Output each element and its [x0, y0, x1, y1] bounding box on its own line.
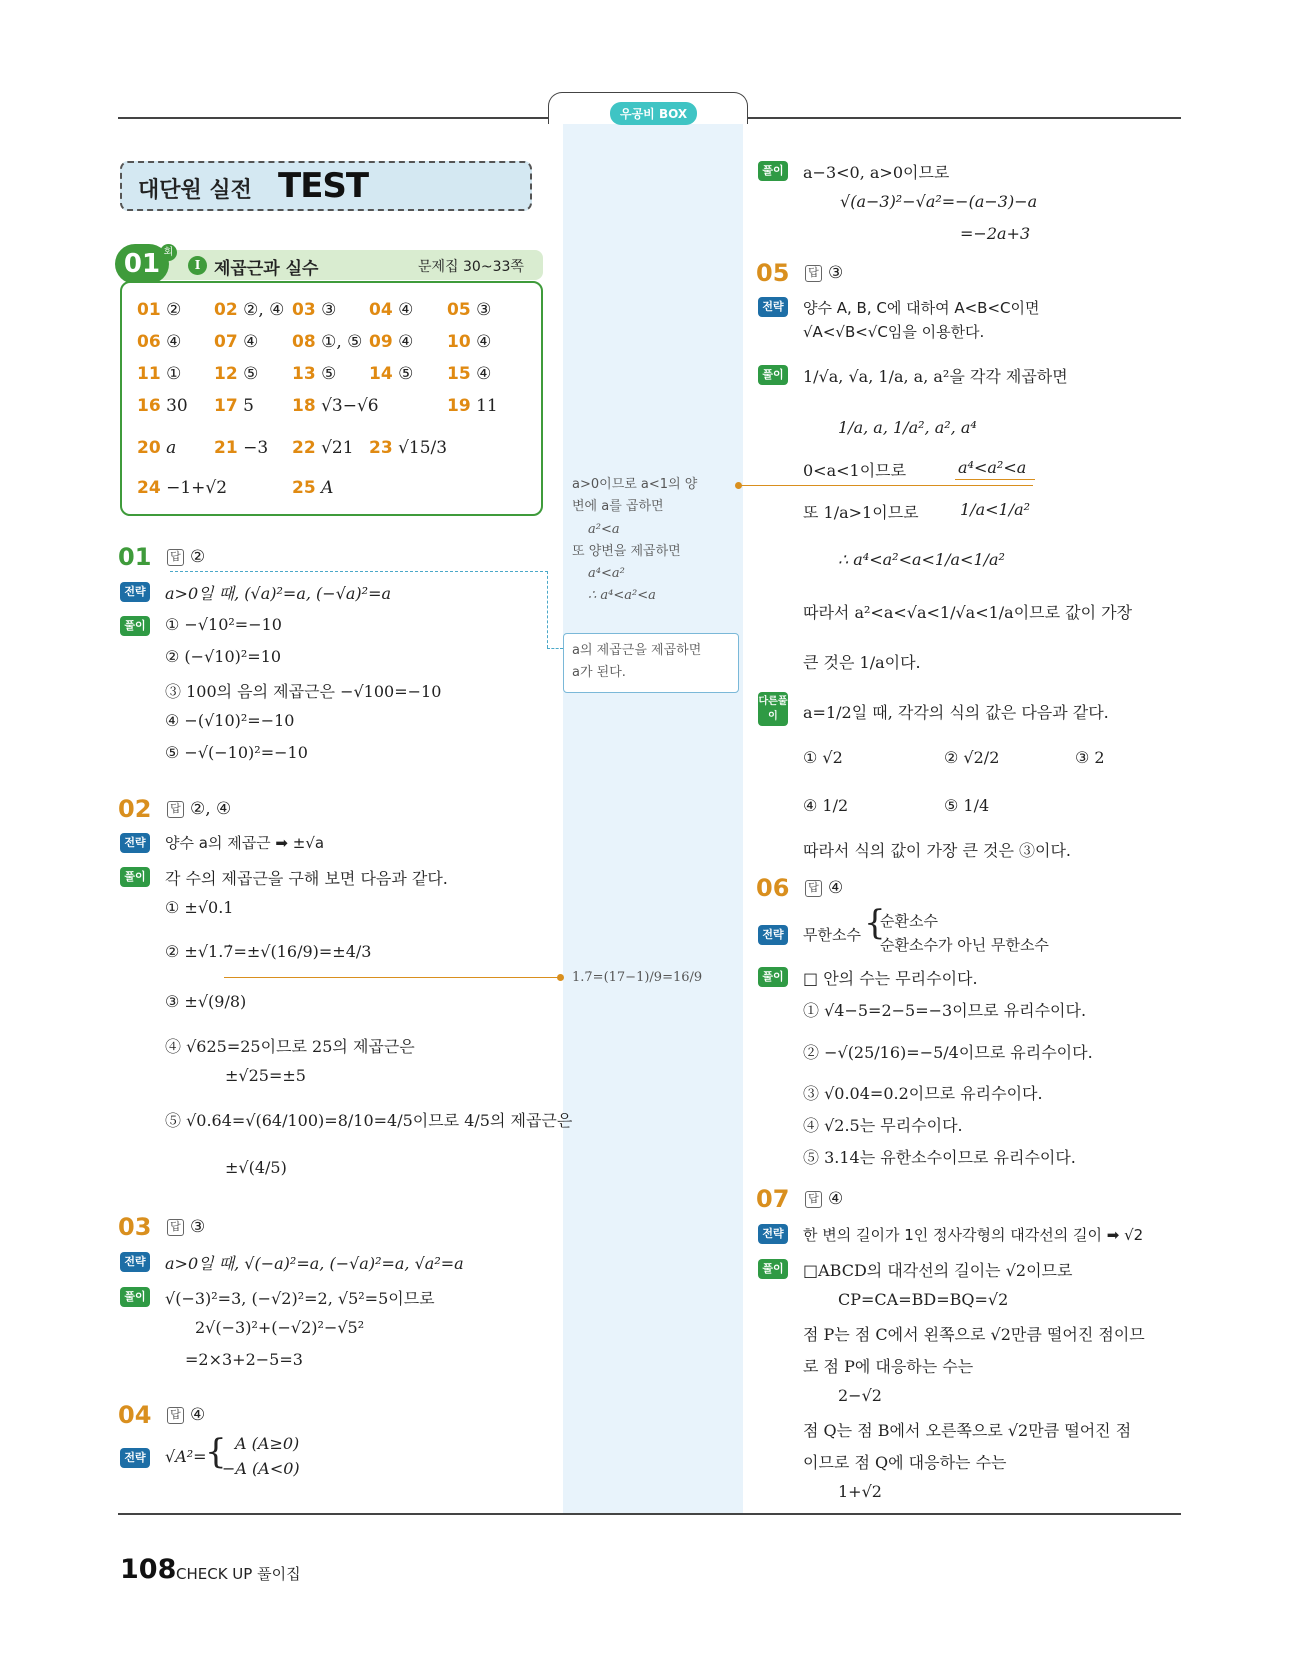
bottom-rule [118, 1513, 1181, 1515]
section-ref: 문제집 30~33쪽 [418, 259, 524, 275]
solution-05-line: a⁴<a²<a [958, 458, 1027, 477]
strategy-06-case: 순환소수 [880, 912, 938, 930]
answer-item: 24 −1+√2 [137, 478, 228, 498]
strategy-07: 한 변의 길이가 1인 정사각형의 대각선의 길이 ➡ √2 [803, 1226, 1144, 1244]
alt-solution-05-line: 따라서 식의 값이 가장 큰 것은 ③이다. [803, 841, 1071, 860]
answer-item: 04 ④ [369, 300, 414, 320]
strategy-badge: 전략 [120, 833, 150, 853]
footer-title: CHECK UP 풀이집 [176, 1565, 301, 1583]
strategy-02: 양수 a의 제곱근 ➡ ±√a [165, 834, 325, 852]
answer-item: 02 ②, ④ [214, 300, 285, 320]
box-note-line: 또 양변을 제곱하면 [572, 544, 681, 559]
box-note-line: 1.7̇=(17−1)/9=16/9 [572, 970, 703, 985]
solution-badge: 풀이 [758, 365, 788, 385]
answer-item: 22 √21 [292, 438, 354, 458]
solution-05-line: 1/a<1/a² [960, 500, 1031, 519]
strategy-badge: 전략 [120, 1252, 150, 1272]
alt-solution-05-line: a=1/2일 때, 각각의 식의 값은 다음과 같다. [803, 703, 1109, 722]
solution-badge: 풀이 [758, 1259, 788, 1279]
answer-item: 14 ⑤ [369, 364, 414, 384]
question-number-07: 07 [756, 1185, 790, 1213]
answer-item: 06 ④ [137, 332, 182, 352]
solution-05-line: 큰 것은 1/a이다. [803, 653, 921, 672]
solution-02-line: ① ±√0.1 [165, 898, 234, 917]
case-brace: { [864, 903, 886, 943]
solution-04-line: a−3<0, a>0이므로 [803, 163, 950, 182]
solution-07-line: 1+√2 [838, 1482, 882, 1501]
connector-dot [735, 482, 742, 489]
alt-solution-05-line: ⑤ 1/4 [944, 796, 990, 815]
solution-01-line: ④ −(√10)²=−10 [165, 711, 295, 730]
question-number-04: 04 [118, 1401, 152, 1429]
strategy-badge: 전략 [120, 582, 150, 602]
answer-07: 답 ④ [805, 1189, 843, 1209]
title-korean: 대단원 실전 [138, 178, 252, 203]
solution-badge: 풀이 [120, 1287, 150, 1307]
strategy-badge: 전략 [758, 297, 788, 317]
solution-07-line: 이므로 점 Q에 대응하는 수는 [803, 1453, 1007, 1472]
chapter-test-title [120, 161, 532, 211]
underline [955, 479, 1035, 480]
answer-icon: 답 [805, 265, 822, 282]
connector-dot [557, 974, 564, 981]
solution-02-line: ±√25=±5 [225, 1066, 306, 1085]
solution-01-line: ① −√10²=−10 [165, 615, 282, 634]
box-column [563, 118, 743, 1513]
connector-line [224, 977, 561, 978]
answer-item: 25 A [292, 478, 334, 498]
unit-roman-icon: I [188, 256, 207, 275]
strategy-badge: 전략 [758, 1224, 788, 1244]
strategy-06-term: 무한소수 [803, 926, 861, 944]
strategy-04: √A²= [165, 1447, 207, 1466]
answer-item: 23 √15/3 [369, 438, 448, 458]
solution-07-line: CP=CA=BD=BQ=√2 [838, 1290, 1009, 1309]
solution-03-line: 2√(−3)²+(−√2)²−√5² [195, 1318, 365, 1337]
answer-03: 답 ③ [167, 1217, 205, 1237]
strategy-04-case: −A (A<0) [222, 1459, 300, 1478]
round-number: 01 [115, 244, 169, 284]
answer-item: 19 11 [447, 396, 498, 416]
solution-badge: 풀이 [120, 867, 150, 887]
solution-06-line: □ 안의 수는 무리수이다. [803, 969, 978, 988]
box-note-line: a⁴<a² [588, 566, 625, 581]
solution-06-line: ③ √0.04=0.2이므로 유리수이다. [803, 1084, 1043, 1103]
solution-01-line: ⑤ −√(−10)²=−10 [165, 743, 308, 762]
answer-item: 13 ⑤ [292, 364, 337, 384]
strategy-badge: 전략 [120, 1448, 150, 1468]
answer-item: 21 −3 [214, 438, 269, 458]
solution-07-line: □ABCD의 대각선의 길이는 √2이므로 [803, 1261, 1073, 1280]
solution-06-line: ④ √2.5는 무리수이다. [803, 1116, 963, 1135]
answer-icon: 답 [167, 1407, 184, 1424]
connector-dashed [170, 571, 548, 572]
answer-item: 07 ④ [214, 332, 259, 352]
solution-05-line: 또 1/a>1이므로 [803, 503, 919, 522]
question-number-01: 01 [118, 543, 152, 571]
answer-box [120, 281, 543, 516]
box-note-line: ∴ a⁴<a²<a [588, 588, 656, 603]
answer-item: 09 ④ [369, 332, 414, 352]
answer-icon: 답 [805, 880, 822, 897]
connector-line [738, 485, 1033, 486]
solution-05-line: ∴ a⁴<a²<a<1/a<1/a² [838, 550, 1005, 569]
solution-07-line: 로 점 P에 대응하는 수는 [803, 1357, 974, 1376]
answer-icon: 답 [167, 549, 184, 566]
solution-07-line: 점 Q는 점 B에서 오른쪽으로 √2만큼 떨어진 점 [803, 1421, 1132, 1440]
answer-item: 17 5 [214, 396, 254, 416]
answer-item: 03 ③ [292, 300, 337, 320]
question-number-03: 03 [118, 1213, 152, 1241]
title-test: TEST [278, 166, 369, 206]
solution-badge: 풀이 [120, 616, 150, 636]
solution-01-line: ③ 100의 음의 제곱근은 −√100=−10 [165, 682, 442, 701]
solution-06-line: ② −√(25/16)=−5/4이므로 유리수이다. [803, 1043, 1093, 1062]
box-note-line: a>0이므로 a<1의 양 [572, 477, 698, 492]
solution-05-line: 따라서 a²<a<√a<1/√a<1/a이므로 값이 가장 [803, 603, 1133, 622]
question-number-05: 05 [756, 259, 790, 287]
strategy-06-case: 순환소수가 아닌 무한소수 [880, 936, 1049, 954]
answer-icon: 답 [805, 1191, 822, 1208]
alt-solution-05-line: ② √2/2 [944, 748, 1000, 767]
answer-06: 답 ④ [805, 878, 843, 898]
page-number: 108 [120, 1554, 177, 1585]
answer-item: 16 30 [137, 396, 188, 416]
answer-05: 답 ③ [805, 263, 843, 283]
strategy-04-case: A (A≥0) [235, 1434, 300, 1453]
answer-item: 10 ④ [447, 332, 492, 352]
alt-solution-badge: 다른풀이 [758, 692, 788, 726]
answer-item: 12 ⑤ [214, 364, 259, 384]
solution-07-line: 2−√2 [838, 1386, 882, 1405]
answer-item: 11 ① [137, 364, 182, 384]
solution-02-line: ⑤ √0.64=√(64/100)=8/10=4/5이므로 4/5의 제곱근은 [165, 1111, 573, 1130]
answer-04: 답 ④ [167, 1405, 205, 1425]
question-number-06: 06 [756, 874, 790, 902]
answer-icon: 답 [167, 801, 184, 818]
solution-07-line: 점 P는 점 C에서 왼쪽으로 √2만큼 떨어진 점이므 [803, 1325, 1145, 1344]
answer-item: 18 √3−√6 [292, 396, 379, 416]
answer-item: 08 ①, ⑤ [292, 332, 363, 352]
solution-04-line: √(a−3)²−√a²=−(a−3)−a [840, 192, 1038, 211]
connector-dashed [547, 571, 548, 648]
strategy-01: a>0일 때, (√a)²=a, (−√a)²=a [165, 584, 392, 603]
solution-badge: 풀이 [758, 967, 788, 987]
question-number-02: 02 [118, 795, 152, 823]
box-note-line: a²<a [588, 522, 620, 537]
answer-icon: 답 [167, 1219, 184, 1236]
connector-dashed [547, 648, 563, 649]
solution-05-line: 0<a<1이므로 [803, 461, 907, 480]
section-name: 제곱근과 실수 [214, 259, 319, 279]
alt-solution-05-line: ④ 1/2 [803, 796, 849, 815]
case-brace: { [205, 1432, 227, 1472]
solution-05-line: 1/√a, √a, 1/a, a, a²을 각각 제곱하면 [803, 367, 1068, 386]
round-suffix: 회 [160, 244, 177, 261]
answer-item: 01 ② [137, 300, 182, 320]
solution-01-line: ② (−√10)²=10 [165, 647, 282, 666]
strategy-05-line: √A<√B<√C임을 이용한다. [803, 323, 985, 341]
solution-badge: 풀이 [758, 161, 788, 181]
answer-02: 답 ②, ④ [167, 799, 231, 819]
box-label: 우공비 BOX [610, 102, 697, 125]
answer-item: 05 ③ [447, 300, 492, 320]
solution-02-line: 각 수의 제곱근을 구해 보면 다음과 같다. [165, 869, 448, 888]
solution-03-line: =2×3+2−5=3 [185, 1350, 303, 1369]
strategy-05-line: 양수 A, B, C에 대하여 A<B<C이면 [803, 299, 1040, 317]
box-note-line: a가 된다. [572, 665, 626, 680]
box-note-line: a의 제곱근을 제곱하면 [572, 643, 702, 658]
solution-02-line: ③ ±√(9/8) [165, 992, 247, 1011]
answer-item: 20 a [137, 438, 177, 458]
answer-01: 답 ② [167, 547, 205, 567]
box-note-line: 변에 a를 곱하면 [572, 499, 664, 514]
solution-02-line: ±√(4/5) [225, 1158, 287, 1177]
solution-05-line: 1/a, a, 1/a², a², a⁴ [838, 418, 977, 437]
strategy-badge: 전략 [758, 925, 788, 945]
alt-solution-05-line: ③ 2 [1075, 748, 1105, 767]
strategy-03: a>0일 때, √(−a)²=a, (−√a)²=a, √a²=a [165, 1254, 464, 1273]
alt-solution-05-line: ① √2 [803, 748, 843, 767]
solution-02-line: ④ √625=25이므로 25의 제곱근은 [165, 1037, 415, 1056]
solution-02-line: ② ±√1.7̇=±√(16/9)=±4/3 [165, 942, 372, 961]
solution-04-line: =−2a+3 [960, 224, 1031, 243]
answer-item: 15 ④ [447, 364, 492, 384]
solution-03-line: √(−3)²=3, (−√2)²=2, √5²=5이므로 [165, 1289, 435, 1308]
solution-06-line: ⑤ 3.14는 유한소수이므로 유리수이다. [803, 1148, 1076, 1167]
solution-06-line: ① √4−5=2−5=−3이므로 유리수이다. [803, 1001, 1087, 1020]
